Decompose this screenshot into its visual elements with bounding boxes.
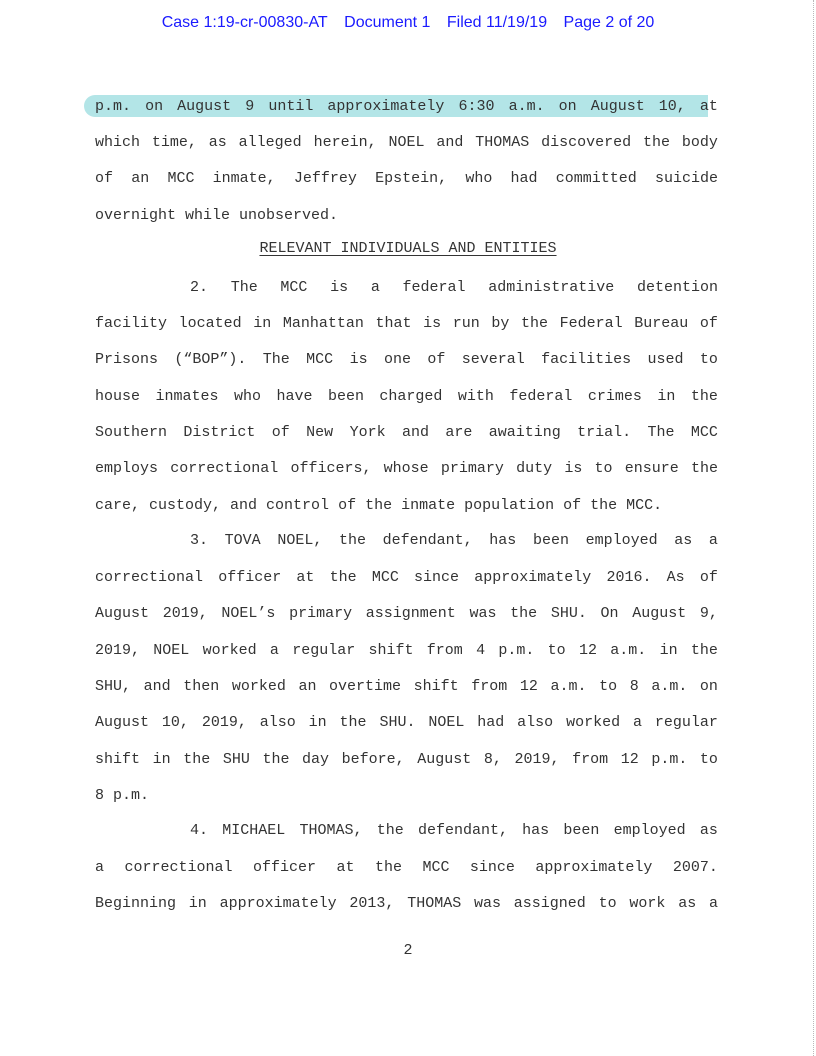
section-heading	[0, 240, 816, 257]
word: MCC.	[626, 496, 663, 514]
word: as	[674, 531, 693, 549]
word: p.m.	[498, 641, 535, 659]
word: have	[276, 387, 313, 405]
word: worked	[202, 641, 257, 659]
word: Prisons	[95, 350, 159, 368]
word: overnight	[95, 206, 177, 224]
word: in	[152, 750, 171, 768]
word: of	[699, 314, 718, 332]
word: SHU.	[379, 713, 416, 731]
word: 2019,	[201, 713, 247, 731]
page-edge-line	[812, 0, 814, 1056]
word: the	[329, 568, 357, 586]
word: to	[699, 350, 718, 368]
word: on	[145, 97, 164, 115]
word: since	[414, 568, 460, 586]
word: officer	[252, 858, 316, 876]
word: been	[563, 821, 600, 839]
word: p.m.	[651, 750, 688, 768]
word: run	[452, 314, 480, 332]
text-line	[95, 494, 718, 516]
word: on	[558, 97, 577, 115]
word: a	[370, 278, 380, 296]
word: federal	[509, 387, 573, 405]
word: MCC	[167, 169, 195, 187]
word: MCC	[306, 350, 334, 368]
word: 2019,	[514, 750, 560, 768]
word: at	[699, 97, 718, 115]
word: correctional	[95, 568, 204, 586]
word: charged	[379, 387, 443, 405]
word: TOVA	[224, 531, 261, 549]
word: while	[185, 206, 231, 224]
word: facility	[95, 314, 168, 332]
word: 2016.	[606, 568, 652, 586]
word: care,	[95, 496, 141, 514]
word: 4.	[190, 821, 209, 839]
word: NOEL	[153, 641, 190, 659]
word: at	[296, 568, 315, 586]
word: Federal	[559, 314, 623, 332]
text-line	[95, 856, 718, 878]
word: of	[95, 169, 114, 187]
word: the	[338, 531, 366, 549]
word: has	[522, 821, 550, 839]
word: of	[699, 568, 718, 586]
word: The	[262, 350, 290, 368]
word: defendant,	[382, 531, 473, 549]
word: THOMAS	[407, 894, 462, 912]
word: is	[564, 459, 583, 477]
word: a	[708, 894, 718, 912]
word: August	[95, 604, 150, 622]
text-line	[95, 348, 718, 370]
word: regular	[654, 713, 718, 731]
word: 3.	[190, 531, 209, 549]
word: an	[131, 169, 150, 187]
word: and	[230, 496, 258, 514]
page-number: 2	[403, 942, 413, 959]
word: the	[690, 459, 718, 477]
word: house	[95, 387, 141, 405]
word: is	[349, 350, 368, 368]
word: primary	[440, 459, 504, 477]
word: was	[469, 604, 497, 622]
word: correctional	[170, 459, 279, 477]
word: MCC	[690, 423, 718, 441]
word: is	[423, 314, 442, 332]
word: from	[572, 750, 609, 768]
word: on	[699, 677, 718, 695]
word: work	[629, 894, 666, 912]
word: to	[699, 750, 718, 768]
word: located	[178, 314, 242, 332]
word: from	[426, 641, 463, 659]
word: administrative	[488, 278, 615, 296]
word: whose	[383, 459, 429, 477]
word: p.m.	[113, 786, 150, 804]
word: 2013,	[349, 894, 395, 912]
word: a	[632, 713, 642, 731]
word: Southern	[95, 423, 168, 441]
word: a	[269, 641, 279, 659]
word: committed	[555, 169, 637, 187]
word: approximately	[327, 97, 445, 115]
word: p.m.	[95, 97, 132, 115]
word: 6:30	[458, 97, 495, 115]
word: a.m.	[651, 677, 688, 695]
word: Beginning	[95, 894, 177, 912]
word: that	[375, 314, 412, 332]
word: the	[183, 750, 211, 768]
page-indicator: Page 2 of 20	[563, 14, 655, 31]
word: worked	[231, 677, 286, 695]
text-line	[95, 95, 718, 117]
word: the	[521, 314, 549, 332]
word: suicide	[654, 169, 718, 187]
word: 2.	[190, 278, 209, 296]
word: in	[188, 894, 207, 912]
word: 10,	[161, 713, 189, 731]
word: to	[547, 641, 566, 659]
word: inmates	[155, 387, 219, 405]
word: crimes	[587, 387, 642, 405]
section-heading-text: RELEVANT INDIVIDUALS AND ENTITIES	[259, 240, 557, 257]
word: the	[376, 821, 404, 839]
word: THOMAS	[475, 133, 530, 151]
word: had	[510, 169, 538, 187]
word: Epstein,	[375, 169, 448, 187]
text-line	[95, 675, 718, 697]
text-line	[95, 312, 718, 334]
word: shift	[413, 677, 459, 695]
word: the	[262, 750, 290, 768]
word: herein,	[313, 133, 377, 151]
text-line	[95, 639, 718, 661]
word: 9	[245, 97, 255, 115]
word: and	[436, 133, 464, 151]
word: detention	[636, 278, 718, 296]
word: one	[383, 350, 411, 368]
word: regular	[292, 641, 356, 659]
word: awaiting	[488, 423, 561, 441]
word: in	[308, 713, 327, 731]
word: as	[208, 133, 227, 151]
word: The	[230, 278, 258, 296]
word: Jeffrey	[293, 169, 357, 187]
word: from	[471, 677, 508, 695]
word: day	[302, 750, 330, 768]
word: a.m.	[508, 97, 545, 115]
word: was	[474, 894, 502, 912]
word: with	[457, 387, 494, 405]
word: ensure	[624, 459, 679, 477]
word: defendant,	[417, 821, 508, 839]
word: officers,	[290, 459, 372, 477]
word: are	[445, 423, 473, 441]
word: August	[417, 750, 472, 768]
word: the	[339, 713, 367, 731]
word: been	[327, 387, 364, 405]
word: Bureau	[634, 314, 689, 332]
word: 8,	[483, 750, 502, 768]
text-line	[95, 892, 718, 914]
word: which	[95, 133, 141, 151]
word: until	[268, 97, 314, 115]
word: of	[338, 496, 357, 514]
word: also	[259, 713, 296, 731]
word: trial.	[577, 423, 632, 441]
word: and	[401, 423, 429, 441]
word: August	[95, 713, 150, 731]
word: SHU,	[95, 677, 132, 695]
word: officer	[218, 568, 282, 586]
word: York	[349, 423, 386, 441]
word: the	[365, 496, 393, 514]
word: employed	[585, 531, 658, 549]
word: August	[632, 604, 687, 622]
text-line	[95, 421, 718, 443]
word: as	[678, 894, 697, 912]
text-line	[95, 784, 718, 806]
word: primary	[289, 604, 353, 622]
word: also	[517, 713, 554, 731]
word: to	[599, 677, 618, 695]
word: MCC	[422, 858, 450, 876]
text-line	[95, 566, 718, 588]
word: in	[659, 641, 678, 659]
text-line	[95, 602, 718, 624]
word: MCC	[280, 278, 308, 296]
word: 8	[629, 677, 639, 695]
word: employs	[95, 459, 159, 477]
word: to	[594, 459, 613, 477]
word: District	[183, 423, 256, 441]
word: the	[374, 858, 402, 876]
word: assignment	[365, 604, 456, 622]
word: 9,	[699, 604, 718, 622]
word: used	[647, 350, 684, 368]
text-line	[95, 457, 718, 479]
word: duty	[516, 459, 553, 477]
word: who	[233, 387, 261, 405]
word: unobserved.	[239, 206, 339, 224]
filed-date: Filed 11/19/19	[446, 14, 548, 31]
text-line	[190, 276, 718, 298]
word: On	[600, 604, 619, 622]
word: in	[657, 387, 676, 405]
case-number: Case 1:19-cr-00830-AT	[161, 14, 328, 31]
word: employed	[613, 821, 686, 839]
word: worked	[566, 713, 621, 731]
word: MICHAEL	[222, 821, 286, 839]
word: a	[708, 531, 718, 549]
word: by	[491, 314, 510, 332]
word: federal	[402, 278, 466, 296]
word: SHU.	[550, 604, 587, 622]
word: (“BOP”).	[174, 350, 247, 368]
word: a.m.	[610, 641, 647, 659]
word: correctional	[124, 858, 233, 876]
word: in	[253, 314, 272, 332]
word: the	[643, 133, 671, 151]
word: since	[469, 858, 515, 876]
word: before,	[341, 750, 405, 768]
word: 12	[578, 641, 597, 659]
word: the	[690, 641, 718, 659]
word: NOEL’s	[221, 604, 276, 622]
word: 2019,	[95, 641, 141, 659]
word: MCC	[371, 568, 399, 586]
word: approximately	[219, 894, 337, 912]
word: is	[330, 278, 349, 296]
word: facilities	[541, 350, 632, 368]
word: NOEL	[428, 713, 465, 731]
word: of	[563, 496, 582, 514]
word: 12	[620, 750, 639, 768]
word: 8	[95, 786, 105, 804]
word: has	[489, 531, 517, 549]
word: assigned	[513, 894, 586, 912]
word: several	[461, 350, 525, 368]
word: a	[95, 858, 105, 876]
ecf-header	[0, 14, 816, 32]
word: body	[681, 133, 718, 151]
word: had	[477, 713, 505, 731]
word: time,	[151, 133, 197, 151]
word: Manhattan	[282, 314, 364, 332]
word: inmate,	[212, 169, 276, 187]
word: of	[427, 350, 446, 368]
word: shift	[95, 750, 141, 768]
word: a.m.	[550, 677, 587, 695]
word: discovered	[541, 133, 632, 151]
text-line	[95, 748, 718, 770]
word: as	[699, 821, 718, 839]
text-line	[95, 167, 718, 189]
text-line	[95, 711, 718, 733]
word: then	[183, 677, 220, 695]
word: of	[271, 423, 290, 441]
word: the	[510, 604, 538, 622]
word: SHU	[222, 750, 250, 768]
text-line	[190, 819, 718, 841]
word: As	[666, 568, 685, 586]
word: 2019,	[162, 604, 208, 622]
word: to	[598, 894, 617, 912]
document-number: Document 1	[344, 14, 431, 31]
word: control	[266, 496, 330, 514]
word: 10,	[658, 97, 686, 115]
word: the	[590, 496, 618, 514]
word: custody,	[149, 496, 222, 514]
text-line	[95, 131, 718, 153]
word: approximately	[474, 568, 592, 586]
word: shift	[368, 641, 414, 659]
text-line	[190, 529, 718, 551]
word: NOEL	[388, 133, 425, 151]
word: overtime	[329, 677, 402, 695]
word: and	[143, 677, 171, 695]
word: at	[336, 858, 355, 876]
word: approximately	[535, 858, 653, 876]
word: population	[464, 496, 555, 514]
word: 4	[476, 641, 486, 659]
word: alleged	[238, 133, 302, 151]
word: 12	[519, 677, 538, 695]
word: THOMAS,	[299, 821, 363, 839]
word: The	[647, 423, 675, 441]
word: the	[690, 387, 718, 405]
word: who	[465, 169, 493, 187]
word: August	[177, 97, 232, 115]
text-line	[95, 385, 718, 407]
word: inmate	[401, 496, 456, 514]
text-line	[95, 204, 718, 226]
word: 2007.	[672, 858, 718, 876]
word: been	[532, 531, 569, 549]
word: an	[298, 677, 317, 695]
word: NOEL,	[277, 531, 323, 549]
word: New	[306, 423, 334, 441]
word: August	[590, 97, 645, 115]
